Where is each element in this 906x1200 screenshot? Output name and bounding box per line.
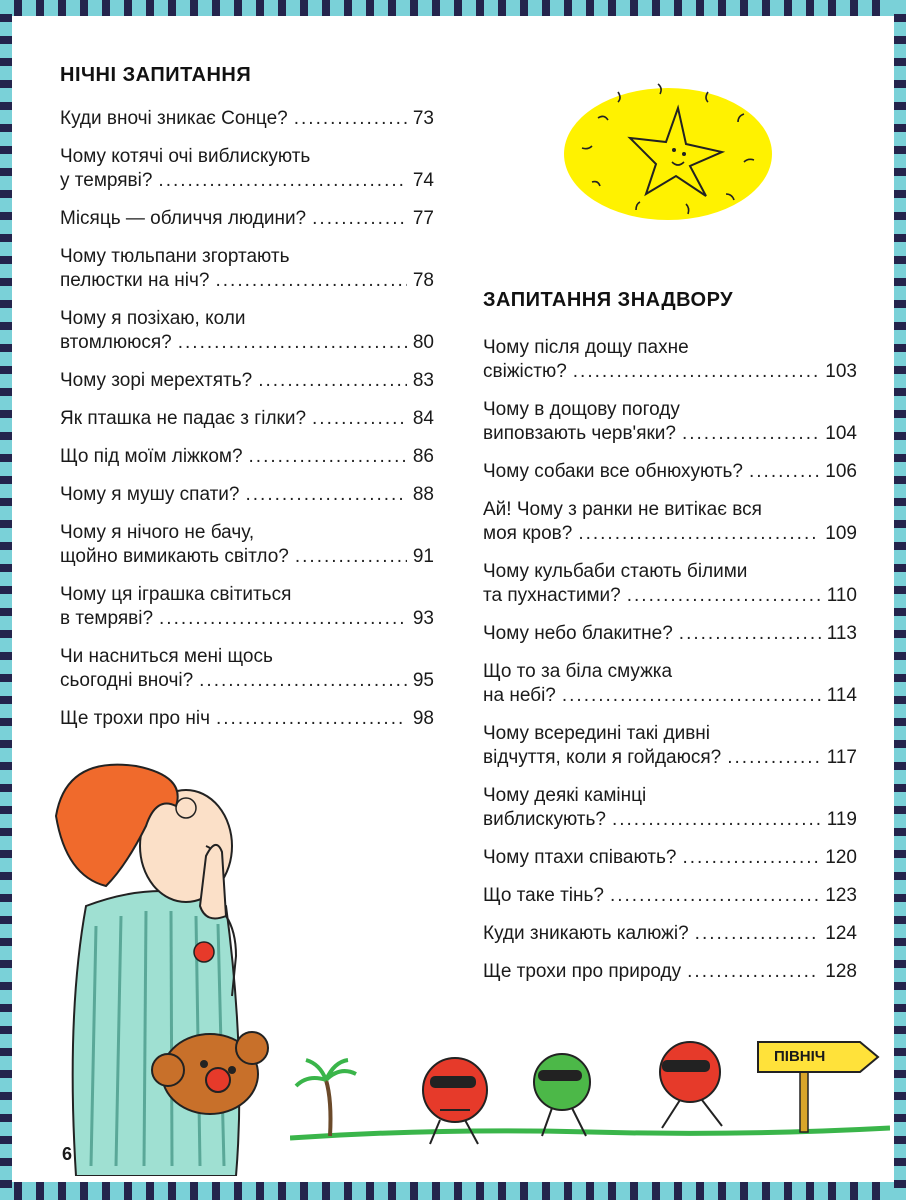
toc-entry [60, 369, 434, 393]
toc-entry-text: Ще трохи про природу [483, 961, 682, 982]
toc-entry-text: виблискують? [483, 809, 606, 830]
dot-leader [679, 622, 821, 646]
toc-page-number: 120 [825, 847, 857, 868]
toc-entry [60, 407, 434, 431]
dot-leader [687, 960, 819, 984]
toc-entry-text: моя кров? [483, 523, 573, 544]
toc-entry-text: та пухнастими? [483, 585, 621, 606]
palm-tree-icon [296, 1060, 356, 1136]
toc-page-number: 128 [825, 961, 857, 982]
toc-entry-text: Місяць — обличчя людини? [60, 208, 307, 229]
section-title-outdoor: ЗАПИТАННЯ ЗНАДВОРУ [483, 289, 734, 311]
toc-entry-text: Що під моїм ліжком? [60, 446, 243, 467]
dot-leader [749, 460, 819, 484]
toc-page-number: 110 [826, 585, 857, 606]
toc-entry [483, 560, 857, 608]
toc-entry-text: пелюстки на ніч? [60, 270, 210, 291]
toc-entry [60, 521, 434, 569]
signpost-sign [756, 1040, 880, 1074]
dot-leader [682, 846, 819, 870]
toc-entry [60, 483, 434, 507]
toc-entry [483, 398, 857, 446]
toc-page-number: 103 [825, 361, 857, 382]
toc-entry [60, 445, 434, 469]
toc-entry-text: сьогодні вночі? [60, 670, 194, 691]
dot-leader [312, 207, 407, 231]
dot-leader [610, 884, 819, 908]
toc-entry [60, 245, 434, 293]
toc-entry-text: Куди зникають калюжі? [483, 923, 689, 944]
toc-page-number: 106 [825, 461, 857, 482]
toc-entry-text: Ще трохи про ніч [60, 708, 210, 729]
dot-leader [727, 746, 820, 770]
toc-entry [60, 207, 434, 231]
toc-entry-text: Що таке тінь? [483, 885, 604, 906]
toc-entry [483, 884, 857, 908]
toc-page-number: 119 [826, 809, 857, 830]
toc-entry-text: Чому всередині такі дивні [483, 723, 711, 744]
toc-entry-text: на небі? [483, 685, 556, 706]
toc-page-number: 74 [412, 170, 434, 191]
dot-leader [258, 369, 407, 393]
toc-page-number: 113 [826, 623, 857, 644]
toc-entry [60, 107, 434, 131]
toc-page-number: 124 [825, 923, 857, 944]
border-left [0, 0, 12, 1200]
toc-entry [483, 336, 857, 384]
toc-page-number: 123 [825, 885, 857, 906]
toc-entry-text: Чому деякі камінці [483, 785, 647, 806]
toc-entry-text: Чому собаки все обнюхують? [483, 461, 743, 482]
toc-entry-text: Чому в дощову погоду [483, 399, 680, 420]
dot-leader [578, 522, 819, 546]
dot-leader [627, 584, 821, 608]
toc-entry [60, 707, 434, 731]
toc-entry [483, 660, 857, 708]
toc-page-number: 91 [412, 546, 434, 567]
dot-leader [573, 360, 820, 384]
dot-leader [295, 545, 407, 569]
toc-entry-text: Чому ця іграшка світиться [60, 584, 292, 605]
toc-entry-text: Як пташка не падає з гілки? [60, 408, 307, 429]
toc-entry [483, 784, 857, 832]
teddy-bear-icon [140, 1010, 280, 1130]
border-top [0, 0, 906, 16]
toc-night-list [60, 107, 434, 745]
dot-leader [294, 107, 407, 131]
toc-page-number: 95 [412, 670, 434, 691]
dot-leader [682, 422, 819, 446]
toc-entry-text: Чому птахи співають? [483, 847, 677, 868]
toc-entry [483, 498, 857, 546]
toc-entry-text: втомлююся? [60, 332, 172, 353]
toc-entry [483, 922, 857, 946]
toc-entry [60, 307, 434, 355]
toc-entry-text: Куди вночі зникає Сонце? [60, 108, 288, 129]
dot-leader [216, 707, 407, 731]
toc-entry-text: у темряві? [60, 170, 153, 191]
dot-leader [216, 269, 407, 293]
toc-entry-text: відчуття, коли я гойдаюся? [483, 747, 722, 768]
toc-page-number: 114 [826, 685, 857, 706]
toc-entry-text: Чому небо блакитне? [483, 623, 673, 644]
apple-character-icon [660, 1042, 722, 1128]
toc-entry-text: Чи насниться мені щось [60, 646, 273, 667]
toc-page-number: 88 [412, 484, 434, 505]
toc-entry [60, 645, 434, 693]
toc-entry [483, 960, 857, 984]
toc-entry [60, 583, 434, 631]
apple-character-icon [534, 1054, 590, 1136]
dot-leader [695, 922, 820, 946]
toc-entry-text: Чому котячі очі виблискують [60, 146, 311, 167]
dot-leader [312, 407, 407, 431]
toc-entry [483, 846, 857, 870]
toc-outdoor-list [483, 336, 857, 998]
dot-leader [249, 445, 407, 469]
dot-leader [562, 684, 821, 708]
toc-entry-text: свіжістю? [483, 361, 567, 382]
toc-entry-text: Чому тюльпани згортають [60, 246, 290, 267]
sun-star-icon [558, 78, 780, 228]
toc-entry-text: в темряві? [60, 608, 154, 629]
dot-leader [158, 169, 406, 193]
toc-page-number: 80 [412, 332, 434, 353]
toc-entry-text: Чому кульбаби стають білими [483, 561, 748, 582]
toc-page-number: 109 [825, 523, 857, 544]
toc-page-number: 83 [412, 370, 434, 391]
toc-entry-text: Чому я позіхаю, коли [60, 308, 246, 329]
toc-entry [483, 622, 857, 646]
toc-entry-text: виповзають черв'яки? [483, 423, 676, 444]
toc-entry-text: Ай! Чому з ранки не витікає вся [483, 499, 762, 520]
toc-page-number: 98 [412, 708, 434, 729]
toc-entry-text: щойно вимикають світло? [60, 546, 289, 567]
toc-page-number: 93 [412, 608, 434, 629]
dot-leader [245, 483, 406, 507]
dot-leader [199, 669, 407, 693]
toc-entry-text: Чому після дощу пахне [483, 337, 689, 358]
toc-entry-text: Чому я мушу спати? [60, 484, 240, 505]
toc-entry-text: Чому зорі мерехтять? [60, 370, 253, 391]
toc-entry [60, 145, 434, 193]
toc-page-number: 78 [412, 270, 434, 291]
page-number: 6 [62, 1144, 73, 1164]
section-title-night: НІЧНІ ЗАПИТАННЯ [60, 64, 252, 86]
toc-page-number: 104 [825, 423, 857, 444]
toc-page-number: 73 [412, 108, 434, 129]
dot-leader [612, 808, 821, 832]
toc-entry-text: Що то за біла смужка [483, 661, 673, 682]
toc-page-number: 86 [412, 446, 434, 467]
toc-page-number: 84 [412, 408, 434, 429]
signpost-label: ПІВНІЧ [774, 1048, 826, 1065]
toc-entry [483, 460, 857, 484]
toc-page-number: 77 [412, 208, 434, 229]
border-right [894, 0, 906, 1200]
dot-leader [159, 607, 407, 631]
toc-entry [483, 722, 857, 770]
toc-page-number: 117 [826, 747, 857, 768]
toc-entry-text: Чому я нічого не бачу, [60, 522, 255, 543]
border-bottom [0, 1182, 906, 1200]
dot-leader [178, 331, 407, 355]
